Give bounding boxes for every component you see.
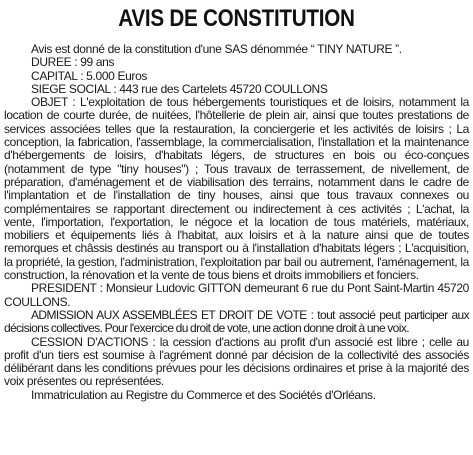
notice-duree: DUREE : 99 ans <box>31 55 115 70</box>
notice-siege-social: SIEGE SOCIAL : 443 rue des Cartelets 45720 COULLONS <box>31 81 328 96</box>
notice-president: PRESIDENT : Monsieur Ludovic GITTON demeurant 6 rue du Pont Saint-Martin 45720 COULLONS. <box>4 281 469 309</box>
notice-title: AVIS DE CONSTITUTION <box>118 5 355 32</box>
notice-body <box>4 43 469 402</box>
notice-objet: OBJET : L'exploitation de tous hébergements touristiques et de loisirs, notamment la location de courte durée, de nuitées, l'hôtellerie de plein air, ainsi que toutes prestations de services associées telles que la restauration, la conciergerie et les activités de loisirs ; La conception, la fabrication, l'assemblage, la commercialisation, l'installation et la maintenance d'hébergements de loisirs, d'habitats légers, de structures en bois ou éco-conçues (notamment de type "tiny houses") ; Tous travaux de terrassement, de nivellement, de préparation, d'aménagement et de viabilisation des terrains, notamment dans le cadre de l'implantation et de l'installation de tiny houses, ainsi que tous travaux connexes ou complémentaires se rapportant directement ou indirectement à ces activités ; L'achat, la vente, l'importation, l'exportation, le négoce et la location de tous matériels, matériaux, mobiliers et équipements liés à l'habitat, aux loisirs et à la nature ainsi que de toutes remorques et châssis destinés au transport ou à l'installation d'habitats légers ; L'acquisition, la propriété, la gestion, l'administration, l'exploitation par bail ou autrement, l'aménagement, la construction, la rénovation et la vente de tous biens et droits immobiliers et fonciers. <box>4 95 469 283</box>
notice-cession: CESSION D'ACTIONS : la cession d'actions au profit d'un associé est libre ; celle au profit d'un tiers est soumise à l'agrément donné par décision de la collectivité des associés délibérant dans les conditions prévues pour les décisions ordinaires et prise à la majorité des voix présentes ou représentées. <box>4 334 469 389</box>
notice-admission: ADMISSION AUX ASSEMBLÉES ET DROIT DE VOTE : tout associé peut participer aux décisions collectives. Pour l'exercice du droit de vote, une action donne droit à une voix. <box>4 307 469 336</box>
notice-immatriculation: Immatriculation au Registre du Commerce et des Sociétés d'Orléans. <box>31 387 376 402</box>
notice-intro: Avis est donné de la constitution d'une SAS dénommée “ TINY NATURE ”. <box>31 42 402 56</box>
notice-capital: CAPITAL : 5.000 Euros <box>31 68 148 83</box>
